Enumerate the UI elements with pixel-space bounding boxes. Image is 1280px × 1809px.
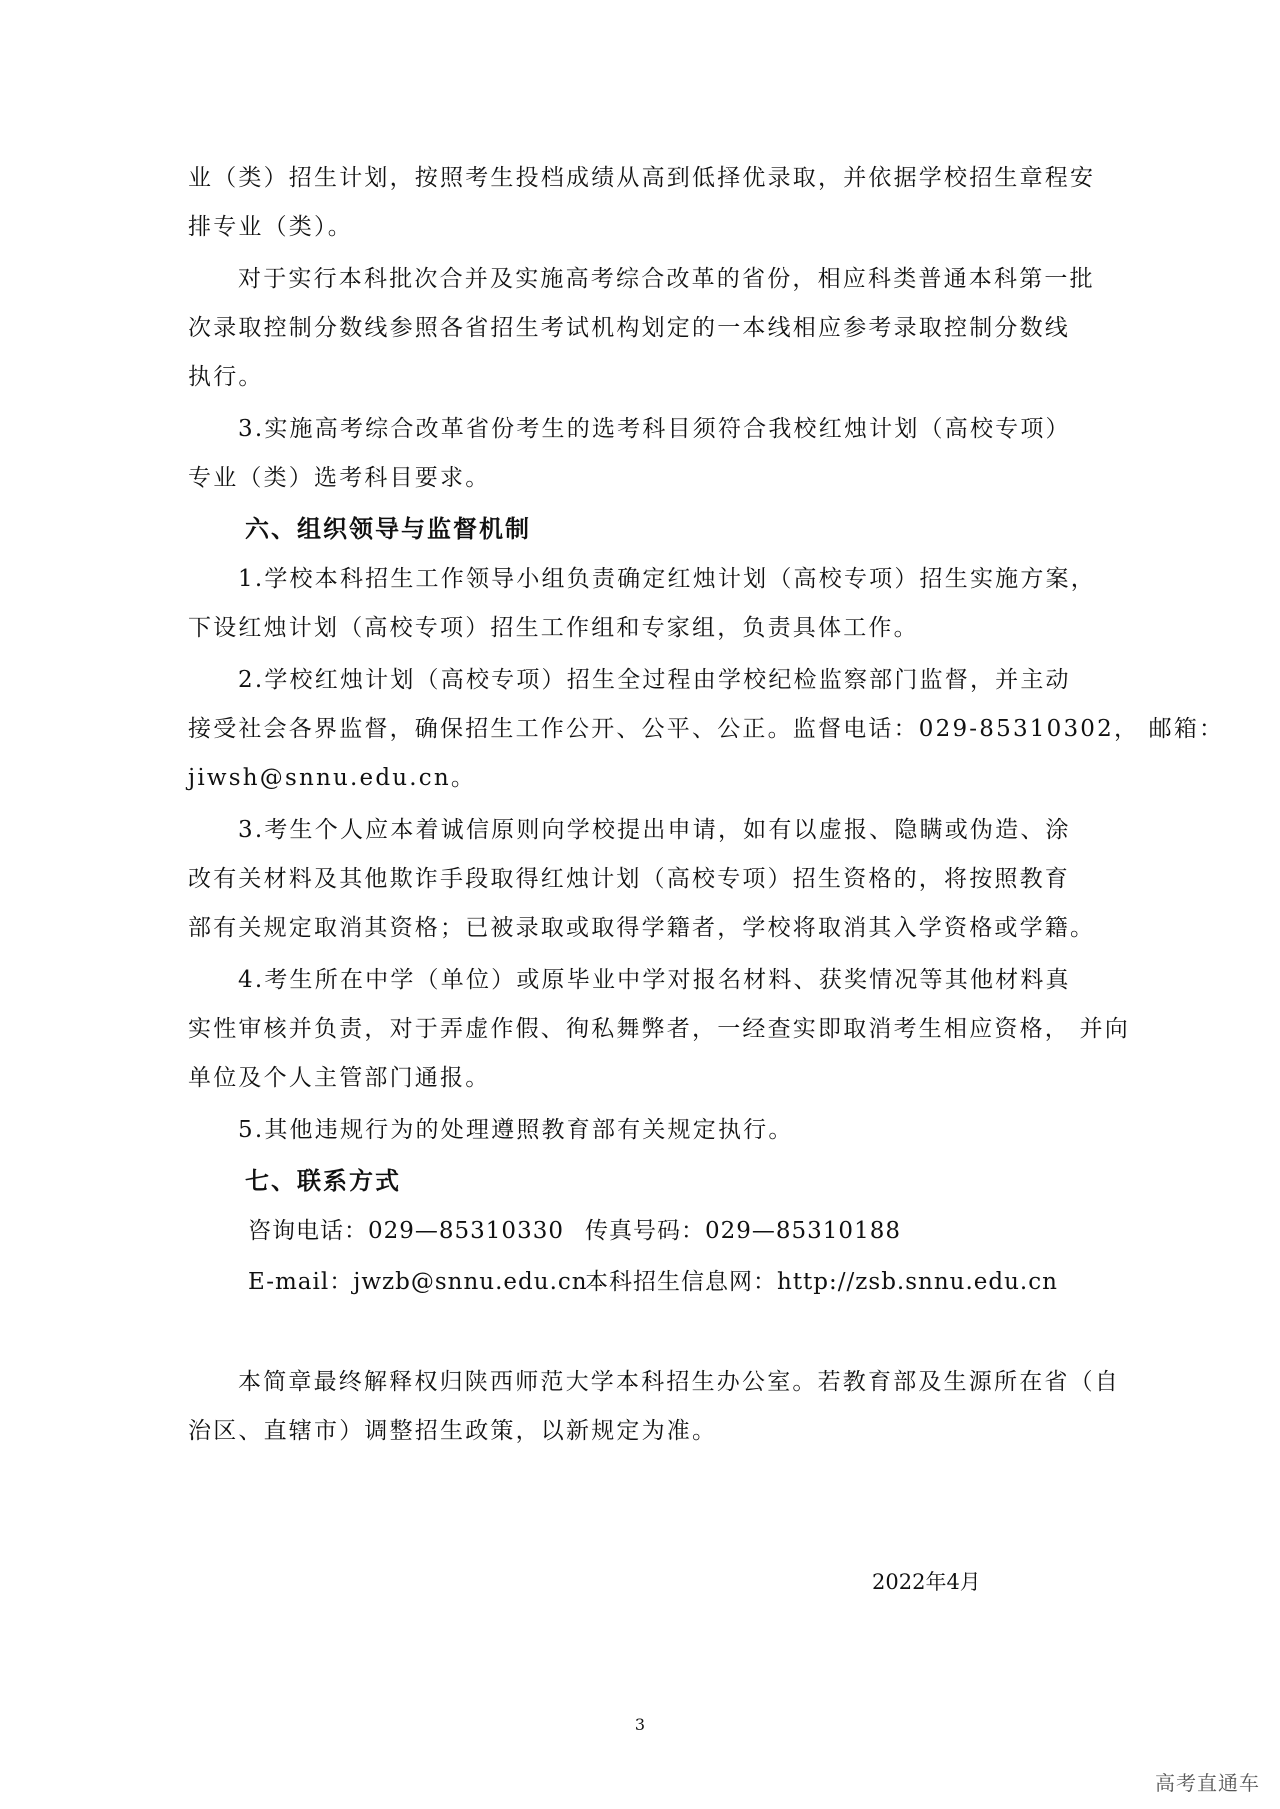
section-heading: 六、组织领导与监督机制: [245, 515, 531, 543]
page-number: 3: [634, 1715, 646, 1734]
list-item-line: 2.学校红烛计划（高校专项）招生全过程由学校纪检监察部门监督，并主动: [238, 667, 1071, 693]
closing-line: 治区、直辖市）调整招生政策，以新规定为准。: [188, 1418, 718, 1444]
paragraph-line: 对于实行本科批次合并及实施高考综合改革的省份，相应科类普通本科第一批: [238, 266, 1095, 292]
list-item-line: 4.考生所在中学（单位）或原毕业中学对报名材料、获奖情况等其他材料真: [238, 967, 1071, 993]
paragraph-line: 次录取控制分数线参照各省招生考试机构划定的一本线相应参考录取控制分数线: [188, 315, 1070, 341]
list-item-line: 3.考生个人应本着诚信原则向学校提出申请，如有以虚报、隐瞒或伪造、涂: [238, 817, 1071, 843]
list-item-line: 1.学校本科招生工作领导小组负责确定红烛计划（高校专项）招生实施方案，: [238, 566, 1096, 592]
paragraph-line: 3.实施高考综合改革省份考生的选考科目须符合我校红烛计划（高校专项）: [238, 416, 1071, 442]
list-item-line: 5.其他违规行为的处理遵照教育部有关规定执行。: [238, 1117, 794, 1143]
contact-website: 本科招生信息网：http://zsb.snnu.edu.cn: [585, 1269, 1058, 1295]
list-item-line: 部有关规定取消其资格；已被录取或取得学籍者，学校将取消其入学资格或学籍。: [188, 915, 1096, 941]
paragraph-line: 排专业（类）。: [188, 214, 353, 240]
contact-email: E-mail：jwzb@snnu.edu.cn: [248, 1269, 588, 1295]
closing-line: 本简章最终解释权归陕西师范大学本科招生办公室。若教育部及生源所在省（自: [238, 1369, 1120, 1395]
list-item-line: 下设红烛计划（高校专项）招生工作组和专家组，负责具体工作。: [188, 615, 919, 641]
list-item-line: 接受社会各界监督，确保招生工作公开、公平、公正。监督电话：029-85310302， 邮箱：: [188, 716, 1225, 742]
list-item-line: 单位及个人主管部门通报。: [188, 1065, 491, 1091]
section-heading: 七、联系方式: [245, 1167, 401, 1195]
list-item-line: jiwsh@snnu.edu.cn。: [188, 765, 477, 791]
list-item-line: 实性审核并负责，对于弄虚作假、徇私舞弊者，一经查实即取消考生相应资格， 并向: [188, 1016, 1130, 1042]
document-date: 2022年4月: [872, 1570, 981, 1594]
watermark-text: 高考直通车: [1155, 1771, 1260, 1795]
paragraph-line: 专业（类）选考科目要求。: [188, 465, 491, 491]
list-item-line: 改有关材料及其他欺诈手段取得红烛计划（高校专项）招生资格的，将按照教育: [188, 866, 1070, 892]
contact-fax: 传真号码：029—85310188: [585, 1218, 901, 1244]
paragraph-line: 业（类）招生计划，按照考生投档成绩从高到低择优录取，并依据学校招生章程安: [188, 165, 1096, 191]
contact-phone: 咨询电话：029—85310330: [248, 1218, 564, 1244]
paragraph-line: 执行。: [188, 364, 264, 390]
